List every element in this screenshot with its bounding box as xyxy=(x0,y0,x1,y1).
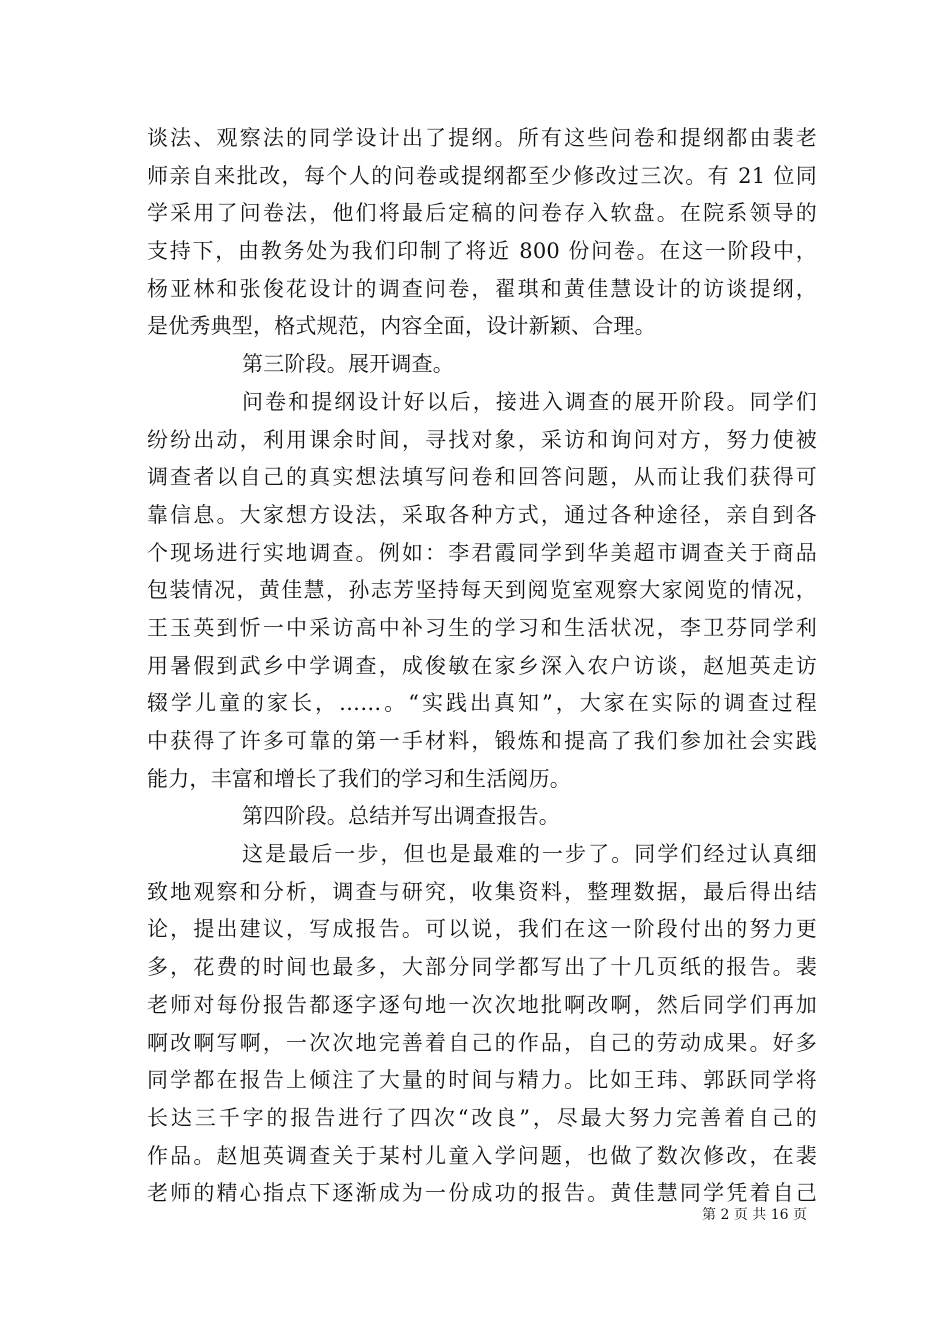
text-line: 老师对每份报告都逐字逐句地一次次地批啊改啊，然后同学们再加 xyxy=(147,992,817,1017)
text-line: 同学都在报告上倾注了大量的时间与精力。比如王玮、郭跃同学将 xyxy=(147,1068,817,1093)
text-line: 论，提出建议，写成报告。可以说，我们在这一阶段付出的努力更 xyxy=(147,917,817,942)
text-line: 问卷和提纲设计好以后，接进入调查的展开阶段。同学们 xyxy=(242,389,817,414)
text-line: 第四阶段。总结并写出调查报告。 xyxy=(242,804,560,829)
text-line: 王玉英到忻一中采访高中补习生的学习和生活状况，李卫芬同学利 xyxy=(147,615,817,640)
text-line: 谈法、观察法的同学设计出了提纲。所有这些问卷和提纲都由裴老 xyxy=(147,126,817,150)
text-line: 是优秀典型，格式规范，内容全面，设计新颖、合理。 xyxy=(147,314,656,339)
text-line: 个现场进行实地调查。例如：李君霞同学到华美超市调查关于商品 xyxy=(147,540,817,565)
text-line: 作品。赵旭英调查关于某村儿童入学问题，也做了数次修改，在裴 xyxy=(147,1143,817,1168)
text-line: 杨亚林和张俊花设计的调查问卷，翟琪和黄佳慧设计的访谈提纲， xyxy=(147,276,817,301)
text-line: 辍学儿童的家长，……。“实践出真知”，大家在实际的调查过程 xyxy=(147,691,817,716)
text-line: 调查者以自己的真实想法填写问卷和回答问题，从而让我们获得可 xyxy=(147,465,817,490)
text-line: 学采用了问卷法，他们将最后定稿的问卷存入软盘。在院系领导的 xyxy=(147,201,817,226)
text-line: 致地观察和分析，调查与研究，收集资料，整理数据，最后得出结 xyxy=(147,879,817,904)
text-line: 支持下，由教务处为我们印制了将近 800 份问卷。在这一阶段中， xyxy=(147,239,817,264)
text-line: 老师的精心指点下逐渐成为一份成功的报告。黄佳慧同学凭着自己 xyxy=(147,1181,817,1206)
text-line: 中获得了许多可靠的第一手材料，锻炼和提高了我们参加社会实践 xyxy=(147,729,817,753)
text-line: 靠信息。大家想方设法，采取各种方式，通过各种途径，亲自到各 xyxy=(147,502,817,527)
text-line: 啊改啊写啊，一次次地完善着自己的作品，自己的劳动成果。好多 xyxy=(147,1030,817,1055)
document-body xyxy=(147,120,817,1213)
text-line: 包装情况，黄佳慧，孙志芳坚持每天到阅览室观察大家阅览的情况， xyxy=(147,578,817,603)
text-line: 师亲自来批改，每个人的问卷或提纲都至少修改过三次。有 21 位同 xyxy=(147,163,817,188)
text-line: 用暑假到武乡中学调查，成俊敏在家乡深入农户访谈，赵旭英走访 xyxy=(147,653,817,678)
text-line: 长达三千字的报告进行了四次“改良”，尽最大努力完善着自己的 xyxy=(147,1105,817,1130)
text-line: 多，花费的时间也最多，大部分同学都写出了十几页纸的报告。裴 xyxy=(147,955,817,980)
text-line: 第三阶段。展开调查。 xyxy=(242,352,454,377)
text-line: 这是最后一步，但也是最难的一步了。同学们经过认真细 xyxy=(242,842,817,867)
page-number: 第 2 页 共 16 页 xyxy=(702,1207,807,1223)
text-line: 能力，丰富和增长了我们的学习和生活阅历。 xyxy=(147,766,571,791)
text-line: 纷纷出动，利用课余时间，寻找对象，采访和询问对方，努力使被 xyxy=(147,427,817,452)
